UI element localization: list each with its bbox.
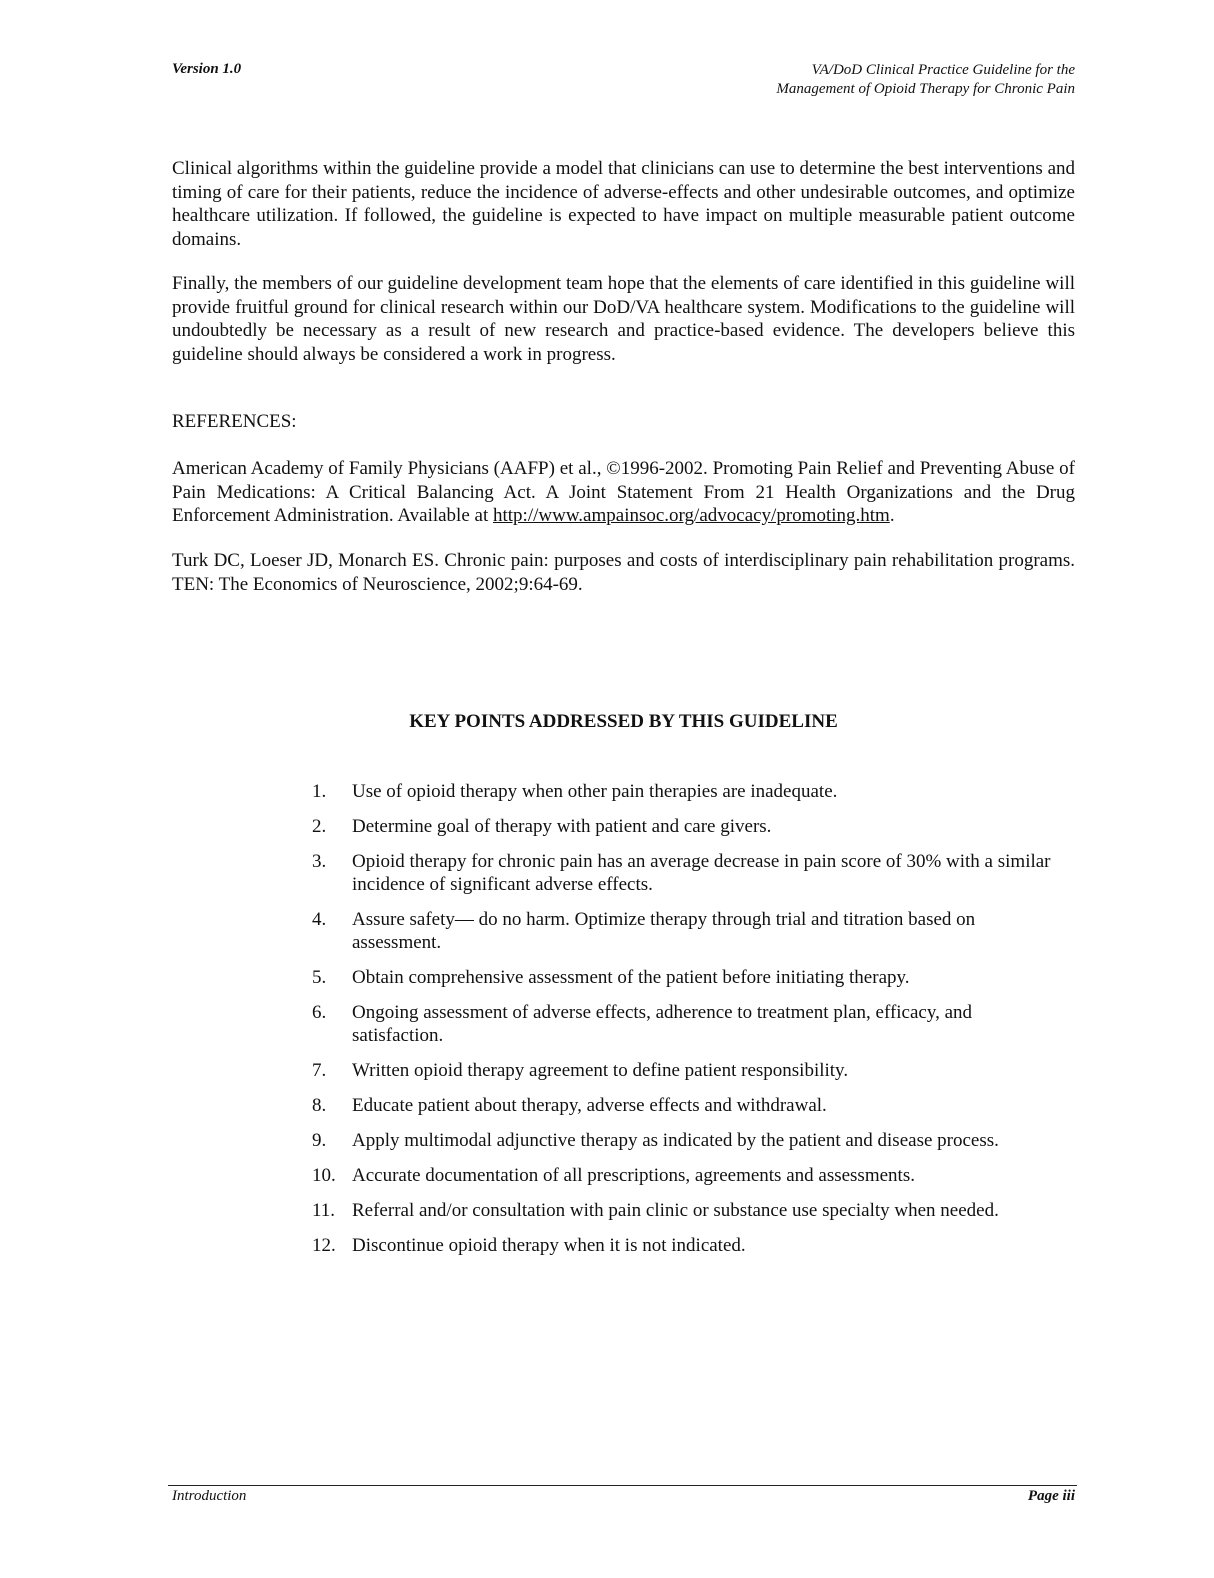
key-point-text: Obtain comprehensive assessment of the patient before initiating therapy. — [352, 967, 910, 988]
key-point-item — [312, 1001, 1052, 1047]
key-point-text: Ongoing assessment of adverse effects, adherence to treatment plan, efficacy, and satisfaction. — [352, 1002, 973, 1046]
key-point-text: Assure safety— do no harm. Optimize therapy through trial and titration based on assessment. — [352, 909, 976, 953]
reference-aafp-link[interactable]: http://www.ampainsoc.org/advocacy/promoting.htm — [492, 505, 890, 526]
key-point-item — [312, 1199, 1052, 1222]
key-point-item — [312, 850, 1052, 896]
version-label: Version 1.0 — [172, 61, 242, 77]
key-point-number: 11. — [312, 1200, 336, 1221]
key-point-item — [312, 908, 1052, 954]
key-point-item — [312, 966, 1052, 989]
running-title — [776, 61, 1075, 99]
key-point-number: 4. — [312, 909, 327, 930]
key-point-item — [312, 1129, 1052, 1152]
running-title-line2: Management of Opioid Therapy for Chronic Pain — [776, 81, 1075, 97]
key-point-number: 9. — [312, 1130, 327, 1151]
reference-aafp-text: American Academy of Family Physicians (AAFP) et al., ©1996-2002. Promoting Pain Relief and Preventing Abuse of Pain Medications: A Critical Balancing Act. A Joint Statement From 21 Health Organizations and the Drug Enforcement Administration. Available at — [172, 458, 1075, 526]
key-points-title: KEY POINTS ADDRESSED BY THIS GUIDELINE — [409, 711, 838, 732]
key-point-number: 6. — [312, 1002, 327, 1023]
footer-section: Introduction — [172, 1488, 247, 1504]
key-point-number: 1. — [312, 781, 327, 802]
key-point-number: 8. — [312, 1095, 327, 1116]
key-points-list — [312, 780, 1052, 1269]
footer-divider — [168, 1485, 1077, 1486]
key-point-text: Apply multimodal adjunctive therapy as indicated by the patient and disease process. — [352, 1130, 999, 1151]
key-point-number: 12. — [312, 1235, 336, 1256]
key-point-text: Opioid therapy for chronic pain has an average decrease in pain score of 30% with a similar incidence of significant adverse effects. — [352, 851, 1051, 895]
key-point-number: 7. — [312, 1060, 327, 1081]
key-point-text: Referral and/or consultation with pain clinic or substance use specialty when needed. — [352, 1200, 999, 1221]
running-title-line1: VA/DoD Clinical Practice Guideline for the — [811, 62, 1075, 78]
key-point-text: Determine goal of therapy with patient and care givers. — [352, 816, 772, 837]
reference-aafp — [172, 457, 1075, 528]
key-point-item — [312, 1094, 1052, 1117]
key-point-text: Educate patient about therapy, adverse effects and withdrawal. — [352, 1095, 827, 1116]
paragraph-finally: Finally, the members of our guideline development team hope that the elements of care identified in this guideline will provide fruitful ground for clinical research within our DoD/VA healthcare system. Modifications to the guideline will undoubtedly be necessary as a result of new research and practice-based evidence. The developers believe this guideline should always be considered a work in progress. — [172, 273, 1075, 365]
page-number: Page iii — [1027, 1488, 1075, 1504]
key-point-item — [312, 1234, 1052, 1257]
key-point-item — [312, 815, 1052, 838]
key-point-number: 2. — [312, 816, 327, 837]
key-point-text: Discontinue opioid therapy when it is not indicated. — [352, 1235, 746, 1256]
key-point-number: 3. — [312, 851, 327, 872]
reference-turk: Turk DC, Loeser JD, Monarch ES. Chronic pain: purposes and costs of interdisciplinary pain rehabilitation programs. TEN: The Economics of Neuroscience, 2002;9:64-69. — [172, 550, 1075, 595]
key-point-number: 5. — [312, 967, 327, 988]
references-heading: REFERENCES: — [172, 411, 297, 432]
reference-aafp-end: . — [889, 505, 895, 526]
key-point-item — [312, 1164, 1052, 1187]
key-point-text: Accurate documentation of all prescriptions, agreements and assessments. — [352, 1165, 915, 1186]
key-point-number: 10. — [312, 1165, 336, 1186]
key-point-text: Written opioid therapy agreement to define patient responsibility. — [352, 1060, 849, 1081]
paragraph-algorithms: Clinical algorithms within the guideline provide a model that clinicians can use to determine the best interventions and timing of care for their patients, reduce the incidence of adverse-effects and other undesirable outcomes, and optimize healthcare utilization. If followed, the guideline is expected to have impact on multiple measurable patient outcome domains. — [172, 158, 1075, 250]
key-point-item — [312, 1059, 1052, 1082]
key-point-text: Use of opioid therapy when other pain therapies are inadequate. — [352, 781, 838, 802]
key-point-item — [312, 780, 1052, 803]
